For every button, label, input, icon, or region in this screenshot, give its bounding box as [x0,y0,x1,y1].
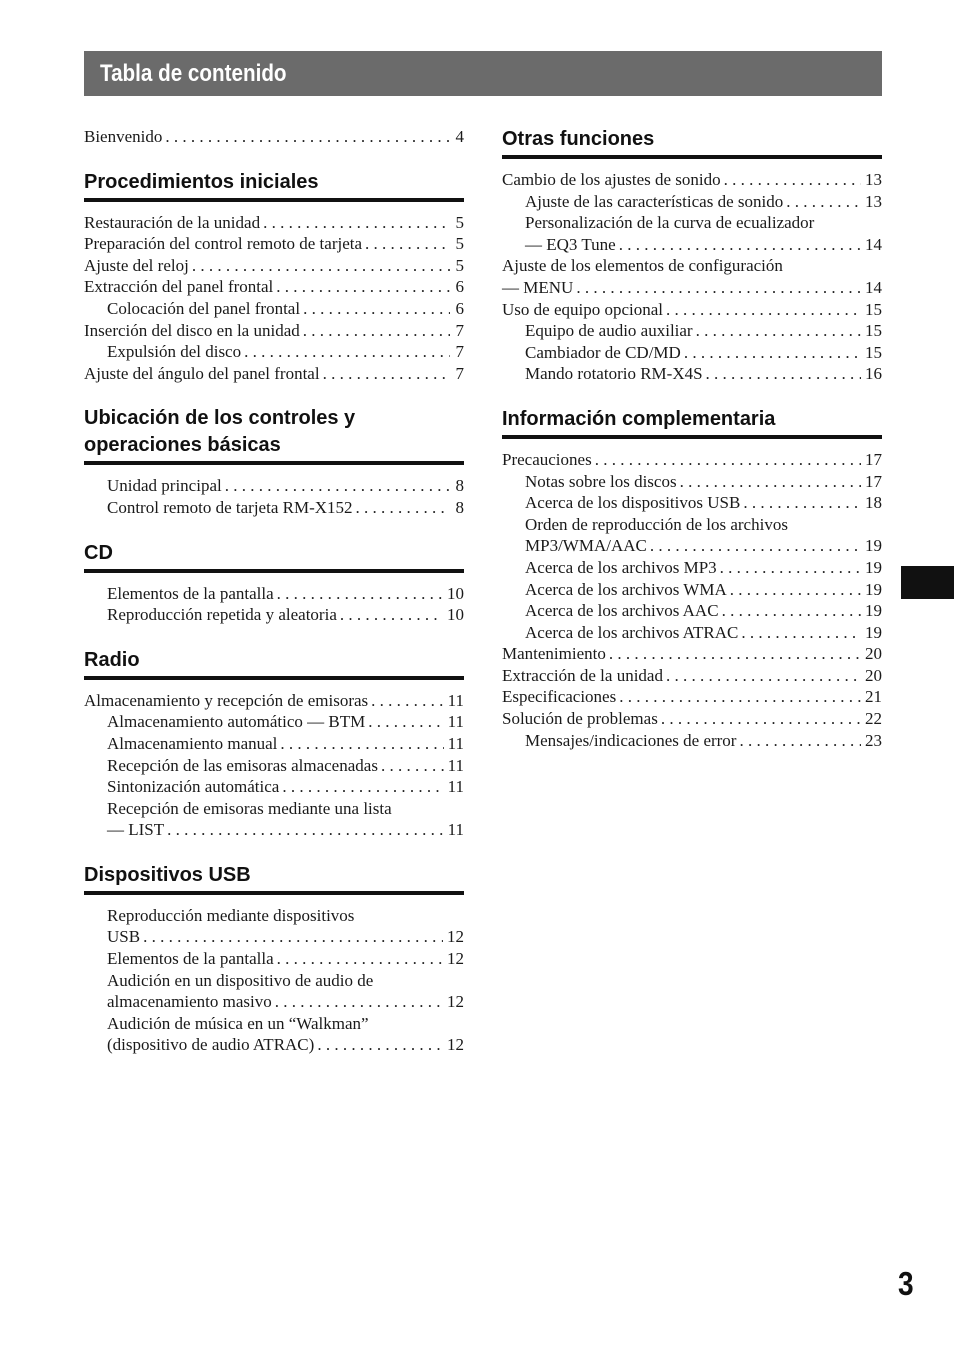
dot-leader [303,320,450,342]
toc-entry[interactable] [84,255,464,277]
toc-entry[interactable] [502,212,882,234]
toc-entry-page: 11 [447,733,464,753]
toc-entry-page: 22 [865,709,882,729]
toc-section-informacion-complementaria [502,406,882,751]
dot-leader [696,320,861,342]
toc-entry[interactable] [84,583,464,605]
toc-entry-page: 11 [447,755,464,775]
toc-entry-title: Elementos de la pantalla [107,949,274,969]
toc-entry-title: Precauciones [502,449,592,469]
toc-entry-page: 7 [455,342,464,362]
toc-entry[interactable] [84,276,464,298]
section-rule [84,198,464,202]
toc-entry-title: Ajuste de los elementos de configuración [502,256,783,276]
dot-leader [741,622,861,644]
toc-entry[interactable] [84,320,464,342]
dot-leader [276,276,450,298]
dot-leader [225,475,450,497]
toc-entry[interactable] [502,169,882,191]
toc-entry-title: — MENU [502,277,574,297]
toc-entry-title: Ajuste de las características de sonido [525,191,784,211]
dot-leader [666,299,861,321]
toc-entry-page: 4 [455,127,464,146]
dot-leader [340,604,443,626]
toc-entry-title: Acerca de los archivos AAC [525,601,719,621]
toc-entry-title: Acerca de los archivos MP3 [525,557,717,577]
dot-leader [365,233,450,255]
toc-entry-title: Uso de equipo opcional [502,299,663,319]
dot-leader [576,277,861,299]
section-heading: Procedimientos iniciales [84,170,319,193]
toc-entry[interactable] [84,819,464,841]
toc-entry-page: 10 [447,583,464,603]
toc-section-dispositivos-usb [84,862,464,1056]
toc-entry-title: Expulsión del disco [107,342,242,362]
toc-entry[interactable] [84,733,464,755]
toc-entry-title: — EQ3 Tune [525,234,616,254]
toc-entry-title: Acerca de los dispositivos USB [525,493,741,513]
toc-entry-title: Reproducción repetida y aleatoria [107,605,337,625]
toc-entry-title: (dispositivo de audio ATRAC) [107,1035,315,1055]
toc-entry-page: 19 [865,601,882,621]
toc-entry-title: Colocación del panel frontal [107,298,301,318]
dot-leader [724,169,861,191]
section-tab-marker [901,566,954,599]
section-heading: Dispositivos USB [84,863,251,886]
toc-entry[interactable] [502,471,882,493]
toc-entry[interactable] [84,1034,464,1056]
dot-leader [368,711,443,733]
toc-entry-title: Audición en un dispositivo de audio de [107,970,374,990]
toc-entry[interactable] [84,905,464,927]
toc-entry-title: Cambiador de CD/MD [525,342,681,362]
toc-entry[interactable] [502,557,882,579]
toc-entry-page: 15 [865,321,882,341]
toc-entry-page: 5 [455,234,464,254]
toc-entry[interactable] [502,299,882,321]
toc-entry-page: 12 [447,949,464,969]
toc-entry[interactable] [502,579,882,601]
dot-leader [706,363,861,385]
toc-entry-title: Inserción del disco en la unidad [84,320,300,340]
toc-entry[interactable] [84,475,464,497]
toc-entry-page: 20 [865,665,882,685]
toc-entry[interactable] [84,690,464,712]
toc-entry-title: Personalización de la curva de ecualizador [525,213,815,233]
toc-entry-title: Mensajes/indicaciones de error [525,730,737,750]
toc-entry[interactable] [84,298,464,320]
dot-leader [280,733,443,755]
section-rule [502,435,882,439]
section-heading: Ubicación de los controles y operaciones básicas [84,407,356,457]
toc-entry-page: 15 [865,342,882,362]
toc-entry-title: Extracción de la unidad [502,665,663,685]
toc-entry-title: Ajuste del ángulo del panel frontal [84,363,320,383]
toc-entry-page: 15 [865,299,882,319]
toc-entry-page: 6 [455,277,464,297]
toc-entry-page: 12 [447,992,464,1012]
dot-leader [680,471,861,493]
toc-entry-title: Preparación del control remoto de tarjeta [84,234,363,254]
toc-entry-title: Reproducción mediante dispositivos [107,905,355,925]
toc-entry-page: 12 [447,1035,464,1055]
toc-section-cd [84,540,464,626]
toc-entry[interactable] [84,776,464,798]
toc-entry[interactable] [84,711,464,733]
toc-entry[interactable] [502,342,882,364]
toc-entry[interactable] [502,191,882,213]
toc-entry[interactable] [502,255,882,277]
toc-entry-page: 20 [865,644,882,664]
toc-entry-page: 16 [865,364,882,384]
toc-entry-page: 19 [865,579,882,599]
toc-entry-title: Bienvenido [84,127,163,146]
toc-entry-page: 8 [455,476,464,496]
section-rule [84,891,464,895]
toc-entry-page: 11 [447,690,464,710]
toc-left-column [84,126,464,1077]
toc-entry-page: 7 [455,363,464,383]
toc-entry[interactable] [502,234,882,256]
toc-entry-title: Notas sobre los discos [525,471,677,491]
dot-leader [609,643,861,665]
dot-leader [277,583,443,605]
dot-leader [786,191,861,213]
section-heading: Radio [84,648,140,671]
toc-entry-page: 5 [455,255,464,275]
dot-leader [381,755,444,777]
toc-entry[interactable] [502,730,882,752]
dot-leader [743,492,861,514]
toc-entry-page: 6 [455,298,464,318]
title-bar [84,51,882,96]
toc-entry-page: 17 [865,471,882,491]
toc-entry-title: Sintonización automática [107,777,280,797]
dot-leader [303,298,450,320]
dot-leader [167,819,443,841]
toc-entry-title: Equipo de audio auxiliar [525,321,693,341]
toc-entry[interactable] [84,363,464,385]
toc-entry[interactable] [502,643,882,665]
toc-entry-title: Extracción del panel frontal [84,277,274,297]
toc-entry-page: 14 [865,234,882,254]
toc-entry-title: Especificaciones [502,687,617,707]
toc-entry-title: Ajuste del reloj [84,255,189,275]
dot-leader [275,991,443,1013]
toc-entry-page: 13 [865,170,882,189]
toc-entry[interactable] [502,277,882,299]
section-heading: Información complementaria [502,407,776,430]
toc-entry-title: USB [107,927,141,947]
toc-entry[interactable] [84,798,464,820]
toc-section-procedimientos-iniciales [84,169,464,385]
section-rule [84,461,464,465]
toc-entry-title: Solución de problemas [502,709,658,729]
toc-entry-page: 12 [447,927,464,947]
toc-entry-title: Elementos de la pantalla [107,583,274,603]
toc-entry-title: — LIST [107,820,165,840]
dot-leader [263,212,450,234]
toc-entry-title: Acerca de los archivos ATRAC [525,622,739,642]
dot-leader [661,708,861,730]
toc-entry[interactable] [502,622,882,644]
section-rule [84,569,464,573]
dot-leader [277,948,443,970]
toc-entry[interactable] [84,970,464,992]
toc-entry-title: Mando rotatorio RM-X4S [525,364,703,384]
toc-entry-page: 21 [865,687,882,707]
toc-entry-title: Control remoto de tarjeta RM-X152 [107,497,353,517]
toc-entry-title: Acerca de los archivos WMA [525,579,727,599]
toc-entry-title: Cambio de los ajustes de sonido [502,170,721,189]
toc-section-intro [84,126,464,148]
dot-leader [143,926,443,948]
section-rule [502,155,882,159]
toc-entry-page: 11 [447,820,464,840]
section-heading: CD [84,541,113,564]
dot-leader [684,342,861,364]
toc-entry[interactable] [84,233,464,255]
toc-entry-title: Mantenimiento [502,644,606,664]
dot-leader [619,234,861,256]
toc-entry[interactable] [84,1013,464,1035]
toc-entry-title: Orden de reproducción de los archivos [525,514,788,534]
toc-entry[interactable] [502,600,882,622]
toc-entry-page: 19 [865,557,882,577]
dot-leader [722,600,861,622]
dot-leader [165,126,450,148]
toc-entry-page: 17 [865,449,882,469]
toc-entry[interactable] [502,363,882,385]
toc-entry-page: 19 [865,536,882,556]
dot-leader [730,579,861,601]
toc-entry[interactable] [502,665,882,687]
dot-leader [666,665,861,687]
toc-entry-title: Almacenamiento manual [107,733,278,753]
dot-leader [650,535,861,557]
toc-entry-title: Recepción de las emisoras almacenadas [107,755,378,775]
toc-entry[interactable] [502,492,882,514]
dot-leader [619,686,861,708]
toc-section-ubicacion-de-los-controles-y-operaciones-basicas [84,405,464,518]
toc-entry[interactable] [84,604,464,626]
section-rule [84,676,464,680]
toc-entry-page: 13 [865,191,882,211]
dot-leader [244,341,450,363]
toc-entry[interactable] [84,926,464,948]
toc-entry-title: Almacenamiento automático — BTM [107,712,366,732]
dot-leader [371,690,443,712]
toc-entry-page: 8 [455,497,464,517]
toc-entry[interactable] [84,341,464,363]
toc-entry[interactable] [84,497,464,519]
toc-entry-page: 11 [447,712,464,732]
toc-entry-page: 5 [455,212,464,232]
toc-entry-title: Recepción de emisoras mediante una lista [107,798,392,818]
dot-leader [356,497,450,519]
toc-section-otras-funciones [502,126,882,385]
toc-entry-title: Audición de música en un “Walkman” [107,1013,369,1033]
toc-entry[interactable] [502,449,882,471]
toc-entry-page: 23 [865,730,882,750]
dot-leader [192,255,450,277]
toc-entry-page: 18 [865,493,882,513]
toc-entry[interactable] [502,514,882,536]
toc-section-radio [84,647,464,841]
toc-entry[interactable] [84,948,464,970]
toc-entry[interactable] [84,126,464,148]
section-heading: Otras funciones [502,128,655,150]
toc-entry[interactable] [502,686,882,708]
dot-leader [720,557,861,579]
page-title: Tabla de contenido [100,60,287,87]
toc-entry-page: 14 [865,277,882,297]
dot-leader [282,776,443,798]
toc-entry-page: 7 [455,320,464,340]
toc-entry-page: 10 [447,605,464,625]
toc-entry[interactable] [84,212,464,234]
toc-entry-title: MP3/WMA/AAC [525,536,647,556]
toc-entry[interactable] [502,320,882,342]
toc-entry[interactable] [502,535,882,557]
dot-leader [739,730,861,752]
toc-entry-title: Almacenamiento y recepción de emisoras [84,690,369,710]
toc-entry-title: Restauración de la unidad [84,212,261,232]
toc-entry[interactable] [502,708,882,730]
toc-entry-page: 11 [447,777,464,797]
toc-entry-page: 19 [865,622,882,642]
dot-leader [317,1034,443,1056]
page-number: 3 [898,1265,914,1302]
toc-entry[interactable] [84,755,464,777]
dot-leader [323,363,450,385]
toc-entry-title: Unidad principal [107,476,222,496]
toc-right-column [502,126,882,772]
toc-entry[interactable] [84,991,464,1013]
dot-leader [595,449,861,471]
toc-entry-title: almacenamiento masivo [107,992,272,1012]
